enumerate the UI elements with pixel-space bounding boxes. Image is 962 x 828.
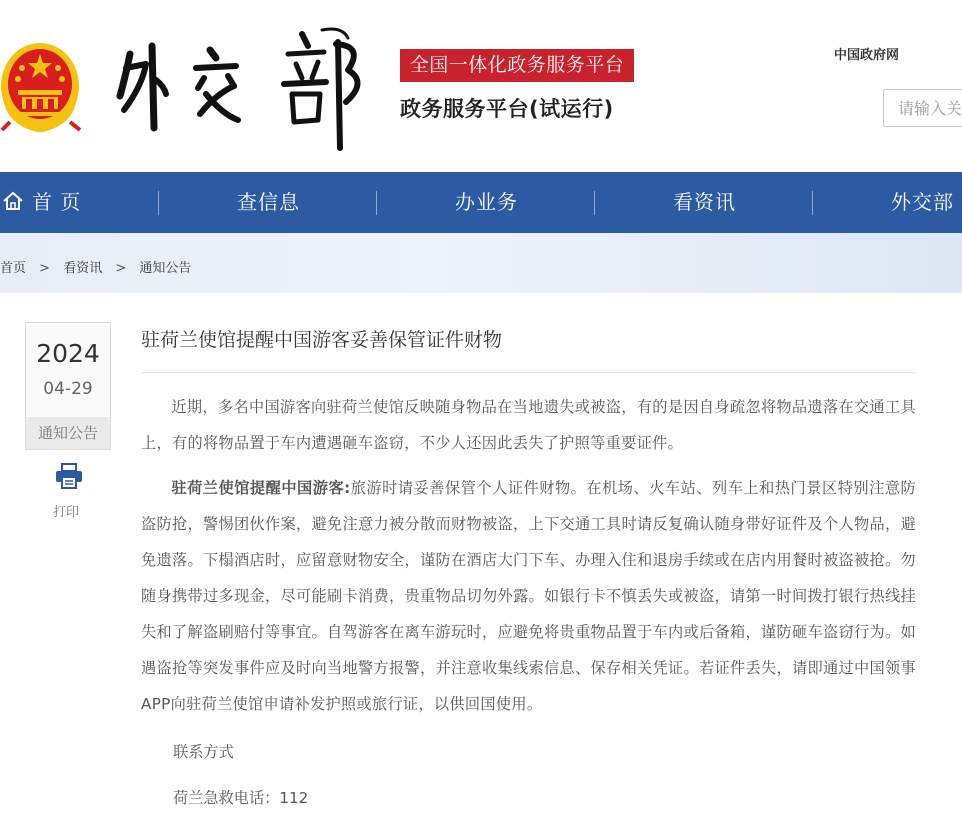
title-divider — [141, 372, 916, 373]
main-nav — [0, 172, 962, 233]
breadcrumb-news[interactable]: 看资讯 — [63, 261, 103, 276]
breadcrumb-home[interactable]: 首页 — [0, 261, 27, 276]
article-paragraph-1: 近期，多名中国游客向驻荷兰使馆反映随身物品在当地遗失或被盗，有的是因自身疏忽将物品遗落在交通工具上，有的将物品置于车内遭遇砸车盗窃，不少人还因此丢失了护照等重要证件。 — [141, 398, 916, 452]
nav-divider — [594, 191, 595, 215]
breadcrumb-band — [0, 233, 962, 293]
ministry-calligraphy-logo — [112, 24, 372, 152]
date-category: 通知公告 — [26, 417, 110, 449]
emergency-phone: 荷兰急救电话：112 — [173, 789, 309, 807]
home-icon — [2, 190, 24, 212]
search-input[interactable] — [883, 89, 962, 127]
article-title: 驻荷兰使馆提醒中国游客妥善保管证件财物 — [141, 329, 503, 351]
breadcrumb-notices[interactable]: 通知公告 — [139, 261, 192, 276]
nav-divider — [812, 191, 813, 215]
platform-badge: 全国一体化政务服务平台 — [400, 49, 634, 82]
nav-item-services[interactable]: 办业务 — [455, 190, 518, 214]
print-label[interactable]: 打印 — [53, 505, 80, 520]
print-icon[interactable] — [55, 463, 83, 489]
nav-divider — [158, 191, 159, 215]
breadcrumb-separator: > — [39, 261, 51, 276]
contact-label: 联系方式 — [173, 743, 234, 761]
site-header — [0, 0, 962, 172]
article-paragraph-2 — [141, 470, 916, 722]
date-month-day: 04-29 — [43, 379, 93, 399]
platform-subtitle: 政务服务平台(试运行) — [400, 97, 614, 121]
gov-portal-link[interactable]: 中国政府网 — [834, 48, 900, 63]
paragraph-lead: 驻荷兰使馆提醒中国游客: — [171, 479, 351, 497]
nav-item-mfa[interactable]: 外交部 — [891, 190, 954, 214]
breadcrumb-separator: > — [115, 261, 127, 276]
breadcrumb — [0, 257, 191, 276]
nav-item-home[interactable] — [2, 172, 81, 233]
nav-divider — [376, 191, 377, 215]
nav-item-news[interactable]: 看资讯 — [673, 190, 736, 214]
nav-home-label: 首 页 — [32, 190, 82, 214]
date-card — [25, 322, 111, 450]
paragraph-body: 旅游时请妥善保管个人证件财物。在机场、火车站、列车上和热门景区特别注意防盗防抢，警惕团伙作案，避免注意力被分散而财物被盗，上下交通工具时请反复确认随身带好证件及个人物品，避免遗落。下榻酒店时，应留意财物安全，谨防在酒店大门下车、办理入住和退房手续或在店内用餐时被盗被抢。勿随身携带过多现金，尽可能刷卡消费，贵重物品切勿外露。如银行卡不慎丢失或被盗，请第一时间拨打银行热线挂失和了解盗刷赔付等事宜。自驾游客在离车游玩时，应避免将贵重物品置于车内或后备箱，谨防砸车盗窃行为。如遇盗抢等突发事件应及时向当地警方报警，并注意收集线索信息、保存相关凭证。若证件丢失，请即通过中国领事APP向驻荷兰使馆申请补发护照或旅行证，以供回国使用。 — [141, 479, 916, 713]
nav-item-info[interactable]: 查信息 — [237, 190, 300, 214]
date-year: 2024 — [36, 339, 100, 368]
national-emblem-icon — [0, 40, 82, 132]
